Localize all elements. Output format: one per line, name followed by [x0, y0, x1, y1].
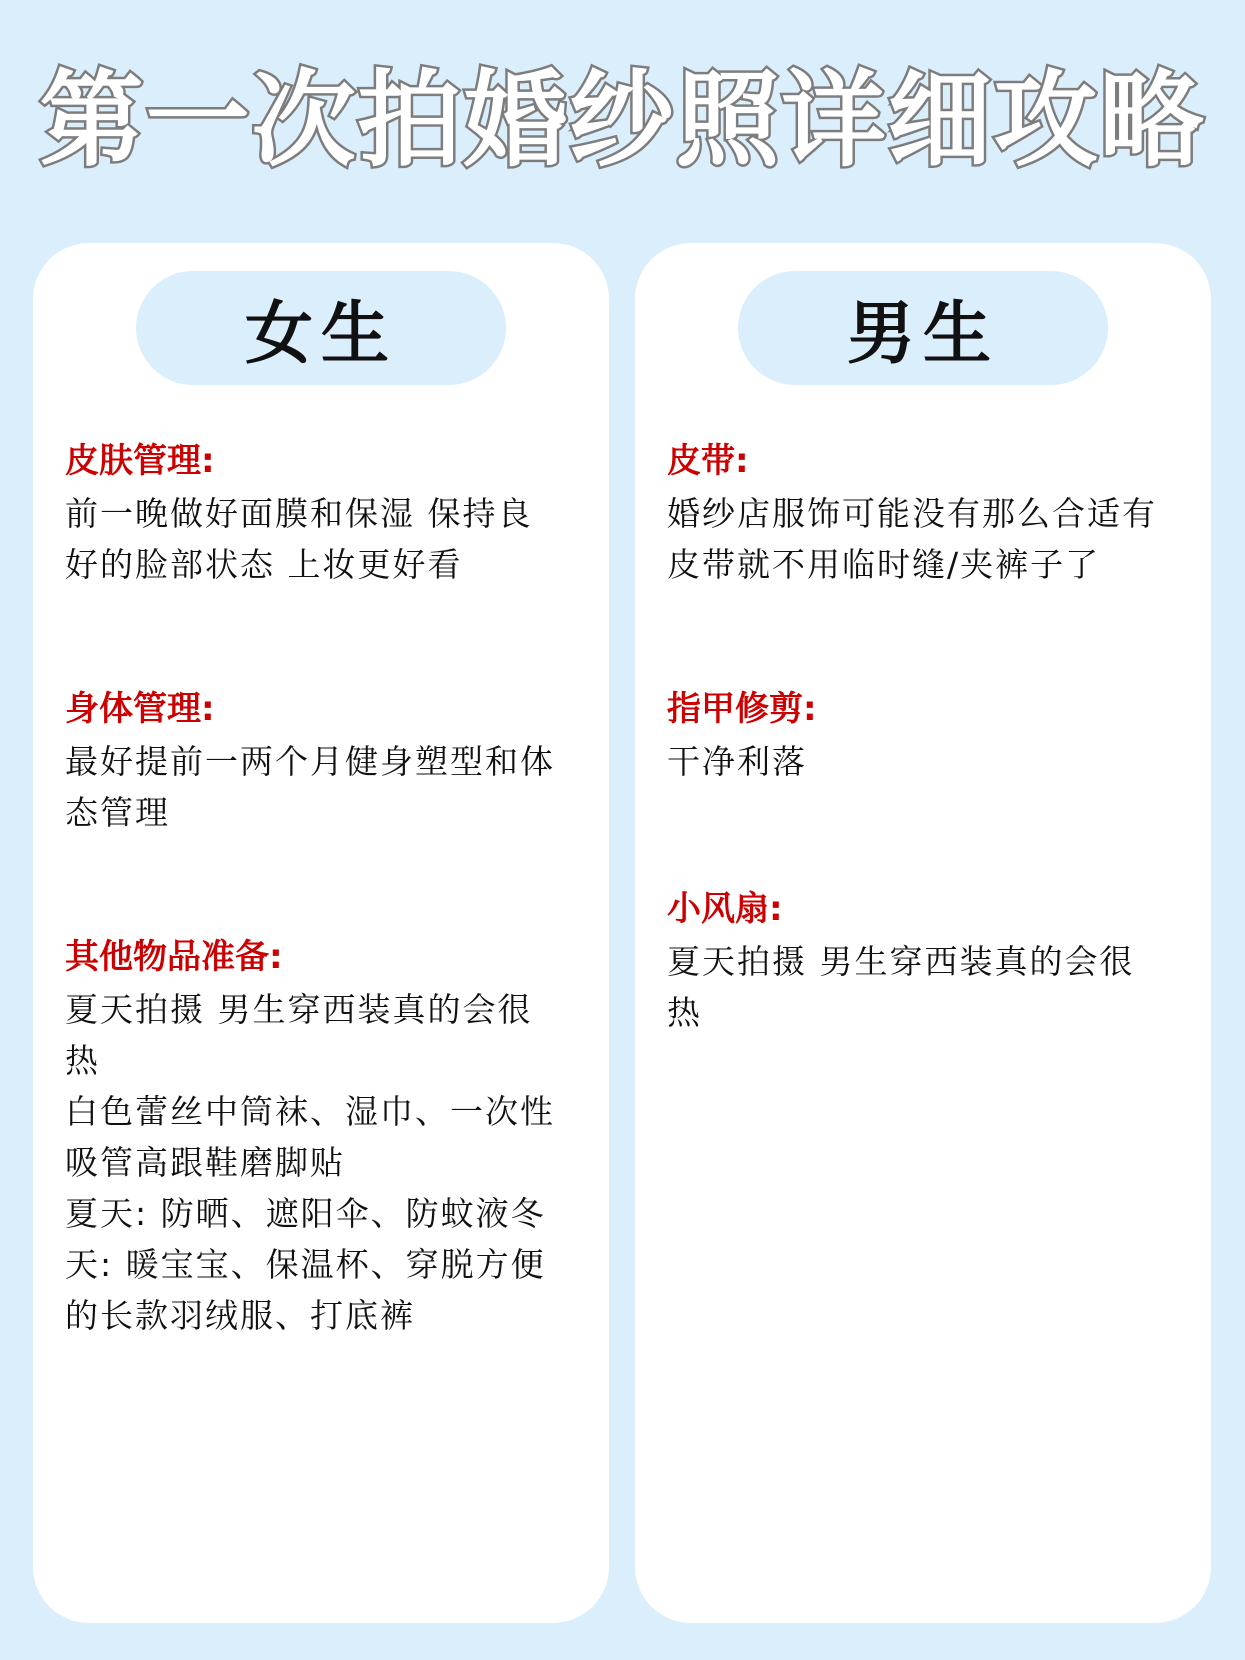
section-other-items [65, 932, 585, 1341]
male-card [635, 243, 1211, 1623]
section-heading: 其他物品准备: [65, 937, 283, 977]
male-label: 男生 [738, 271, 1108, 385]
section-body: 夏天拍摄 男生穿西装真的会很 热 白色蕾丝中筒袜、湿巾、一次性 吸管高跟鞋磨脚贴 夏天: 防晒、遮阳伞、防蚊液冬 天: 暖宝宝、保温杯、穿脱方便 的长款羽绒服、打底裤 [65, 990, 555, 1335]
section-heading: 皮带: [667, 441, 749, 481]
section-belt [667, 436, 1187, 590]
female-label: 女生 [136, 271, 506, 385]
section-heading: 皮肤管理: [65, 441, 215, 481]
section-skin-care [65, 436, 585, 590]
section-nail-trim [667, 684, 1187, 787]
section-small-fan [667, 884, 1187, 1038]
page-title: 第一次拍婚纱照详细攻略 [39, 59, 1206, 181]
section-heading: 身体管理: [65, 689, 215, 729]
section-body: 干净利落 [667, 742, 807, 781]
section-heading: 指甲修剪: [667, 689, 817, 729]
section-body: 最好提前一两个月健身塑型和体 态管理 [65, 742, 555, 832]
section-body: 婚纱店服饰可能没有那么合适有 皮带就不用临时缝/夹裤子了 [667, 494, 1157, 584]
section-body: 前一晚做好面膜和保湿 保持良 好的脸部状态 上妆更好看 [65, 494, 533, 584]
section-body-care [65, 684, 585, 838]
female-card [33, 243, 609, 1623]
section-body: 夏天拍摄 男生穿西装真的会很 热 [667, 942, 1135, 1032]
section-heading: 小风扇: [667, 889, 783, 929]
